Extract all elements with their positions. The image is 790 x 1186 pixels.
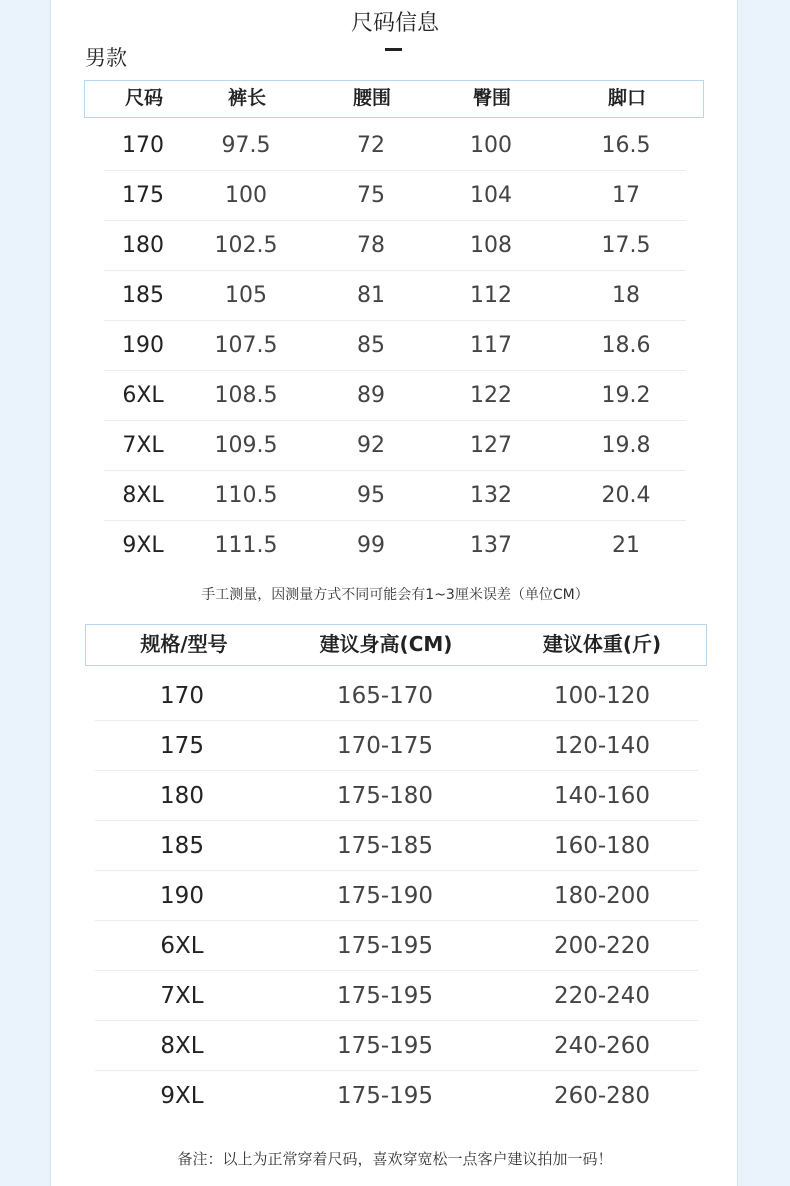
measure-cell-hip: 137 [470, 533, 512, 558]
measure-note: 手工测量，因测量方式不同可能会有1~3厘米误差（单位CM） [201, 587, 589, 603]
measure-cell-hem: 18.6 [601, 333, 651, 358]
measure-cell-hem: 17 [612, 183, 640, 208]
recommend-cell-size: 8XL [160, 1033, 204, 1059]
recommend-cell-height: 175-195 [336, 933, 434, 959]
measure-cell-waist: 95 [357, 483, 385, 508]
measure-header-length: 裤长 [227, 87, 267, 109]
measure-cell-hip: 100 [470, 133, 512, 158]
recommend-cell-weight: 160-180 [553, 833, 651, 859]
measure-cell-hip: 122 [470, 383, 512, 408]
recommend-cell-weight: 240-260 [553, 1033, 651, 1059]
recommend-table-row [0, 671, 790, 721]
measure-cell-waist: 92 [357, 433, 385, 458]
measure-table-row [0, 421, 790, 471]
recommend-cell-weight: 100-120 [553, 683, 651, 709]
measure-cell-size: 185 [122, 283, 164, 308]
recommend-cell-weight: 220-240 [553, 983, 651, 1009]
recommend-cell-size: 6XL [160, 933, 204, 959]
recommend-cell-height: 165-170 [336, 683, 434, 709]
measure-cell-waist: 99 [357, 533, 385, 558]
measure-cell-length: 105 [225, 283, 267, 308]
measure-header-waist: 腰围 [352, 87, 392, 109]
recommend-header-weight: 建议体重(斤) [542, 632, 662, 656]
measure-cell-size: 170 [122, 133, 164, 158]
recommend-table-row [0, 871, 790, 921]
measure-cell-waist: 78 [357, 233, 385, 258]
measure-cell-length: 108.5 [214, 383, 278, 408]
measure-cell-hem: 18 [612, 283, 640, 308]
recommend-cell-height: 175-195 [336, 983, 434, 1009]
title-underline [385, 48, 402, 51]
measure-cell-waist: 85 [357, 333, 385, 358]
recommend-cell-size: 185 [160, 833, 204, 859]
measure-cell-length: 102.5 [214, 233, 278, 258]
measure-cell-length: 109.5 [214, 433, 278, 458]
measure-cell-hem: 21 [612, 533, 640, 558]
recommend-cell-weight: 180-200 [553, 883, 651, 909]
measure-cell-size: 7XL [122, 433, 164, 458]
gender-label: 男款 [85, 46, 127, 70]
measure-cell-hem: 19.8 [601, 433, 651, 458]
recommend-table-row [0, 721, 790, 771]
measure-cell-hip: 108 [470, 233, 512, 258]
measure-table-row [0, 271, 790, 321]
recommend-cell-height: 175-195 [336, 1033, 434, 1059]
recommend-cell-size: 7XL [160, 983, 204, 1009]
recommend-cell-size: 170 [160, 683, 204, 709]
measure-header-hip: 臀围 [472, 87, 512, 109]
measure-cell-hem: 16.5 [601, 133, 651, 158]
recommend-header-height: 建议身高(CM) [319, 632, 453, 656]
recommend-cell-weight: 140-160 [553, 783, 651, 809]
measure-cell-size: 175 [122, 183, 164, 208]
recommend-cell-size: 180 [160, 783, 204, 809]
measure-cell-hem: 17.5 [601, 233, 651, 258]
measure-cell-hip: 112 [470, 283, 512, 308]
recommend-cell-height: 175-195 [336, 1083, 434, 1109]
measure-table-row [0, 371, 790, 421]
recommend-table-header [85, 624, 707, 666]
measure-cell-length: 100 [225, 183, 267, 208]
measure-cell-length: 111.5 [214, 533, 278, 558]
measure-table-row [0, 221, 790, 271]
recommend-cell-height: 170-175 [336, 733, 434, 759]
measure-cell-hem: 19.2 [601, 383, 651, 408]
measure-table-header [84, 80, 704, 118]
measure-cell-size: 8XL [122, 483, 164, 508]
recommend-cell-size: 175 [160, 733, 204, 759]
recommend-cell-weight: 260-280 [553, 1083, 651, 1109]
recommend-cell-weight: 120-140 [553, 733, 651, 759]
measure-cell-size: 180 [122, 233, 164, 258]
recommend-cell-size: 190 [160, 883, 204, 909]
measure-table-row [0, 171, 790, 221]
recommend-table-row [0, 771, 790, 821]
recommend-table-row [0, 821, 790, 871]
measure-cell-hip: 127 [470, 433, 512, 458]
recommend-cell-height: 175-185 [336, 833, 434, 859]
recommend-table-row [0, 971, 790, 1021]
measure-cell-hip: 132 [470, 483, 512, 508]
measure-header-hem: 脚口 [607, 87, 647, 109]
measure-cell-size: 6XL [122, 383, 164, 408]
footer-note: 备注：以上为正常穿着尺码，喜欢穿宽松一点客户建议拍加一码！ [177, 1150, 613, 1168]
measure-cell-waist: 89 [357, 383, 385, 408]
recommend-cell-size: 9XL [160, 1083, 204, 1109]
recommend-header-size: 规格/型号 [140, 632, 228, 656]
recommend-cell-height: 175-180 [336, 783, 434, 809]
measure-header-size: 尺码 [124, 87, 164, 109]
measure-cell-waist: 81 [357, 283, 385, 308]
measure-cell-size: 190 [122, 333, 164, 358]
recommend-cell-height: 175-190 [336, 883, 434, 909]
page-title: 尺码信息 [350, 11, 439, 36]
measure-cell-hem: 20.4 [601, 483, 651, 508]
measure-cell-length: 97.5 [221, 133, 271, 158]
recommend-cell-weight: 200-220 [553, 933, 651, 959]
measure-table-row [0, 521, 790, 571]
recommend-table-row [0, 921, 790, 971]
measure-table-row [0, 471, 790, 521]
recommend-table-row [0, 1021, 790, 1071]
measure-cell-length: 107.5 [214, 333, 278, 358]
recommend-table-row [0, 1071, 790, 1121]
measure-cell-waist: 75 [357, 183, 385, 208]
measure-table-row [0, 121, 790, 171]
measure-cell-hip: 117 [470, 333, 512, 358]
measure-table-row [0, 321, 790, 371]
measure-cell-size: 9XL [122, 533, 164, 558]
measure-cell-length: 110.5 [214, 483, 278, 508]
measure-cell-hip: 104 [470, 183, 512, 208]
measure-cell-waist: 72 [357, 133, 385, 158]
